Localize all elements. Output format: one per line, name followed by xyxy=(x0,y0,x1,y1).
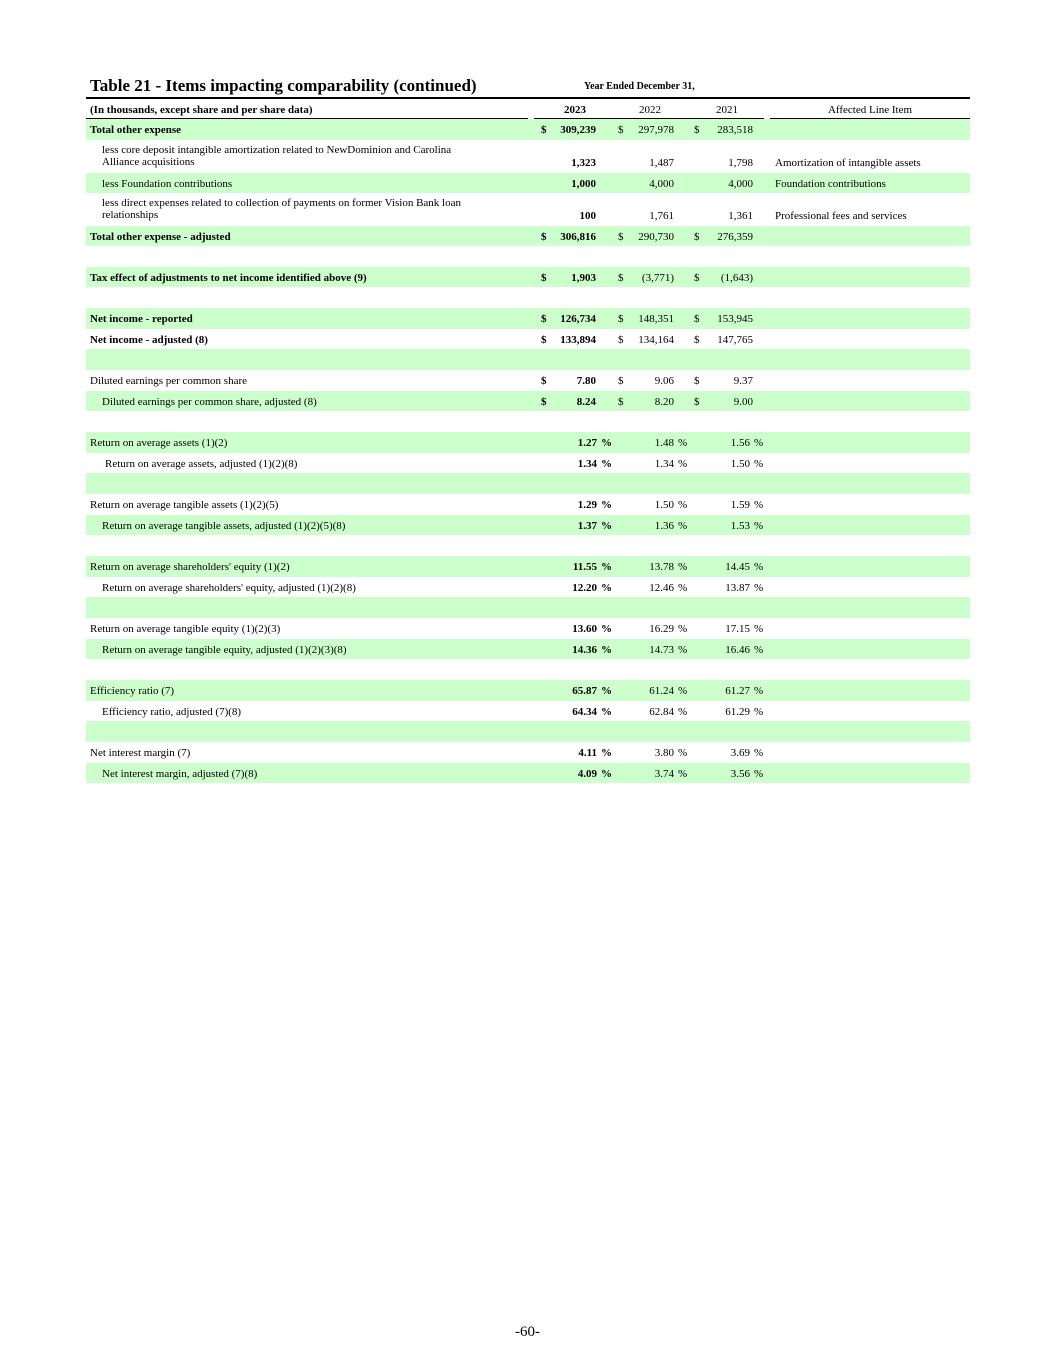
value-2021: 276,359 xyxy=(717,231,753,243)
currency-2023: $ xyxy=(541,375,547,387)
percent-2023: % xyxy=(601,768,612,780)
value-2022: 148,351 xyxy=(638,313,674,325)
percent-2023: % xyxy=(601,582,612,594)
percent-2021: % xyxy=(754,499,764,511)
percent-2021: % xyxy=(754,520,764,532)
percent-2022: % xyxy=(678,747,688,759)
value-2022: 1.48 xyxy=(654,437,674,449)
value-2022: 297,978 xyxy=(638,124,674,136)
value-2023: 1,903 xyxy=(571,272,596,284)
percent-2023: % xyxy=(601,747,612,759)
table-row xyxy=(86,742,970,763)
value-2022: 1,761 xyxy=(649,210,674,222)
value-2022: 14.73 xyxy=(649,644,674,656)
row-label: less Foundation contributions xyxy=(102,178,233,190)
value-2022: 3.80 xyxy=(654,747,674,759)
currency-2022: $ xyxy=(618,375,624,387)
percent-2023: % xyxy=(601,458,612,470)
percent-2021: % xyxy=(754,768,764,780)
value-2022: 4,000 xyxy=(649,178,674,190)
row-label: Diluted earnings per common share xyxy=(90,375,248,387)
percent-2022: % xyxy=(678,685,688,697)
currency-2023: $ xyxy=(541,313,547,325)
value-2021: 1,361 xyxy=(728,210,753,222)
spacer-row xyxy=(86,721,970,742)
value-2022: 3.74 xyxy=(654,768,674,780)
percent-2021: % xyxy=(754,747,764,759)
currency-2023: $ xyxy=(541,272,547,284)
spacer-row xyxy=(86,535,970,556)
percent-2021: % xyxy=(754,458,764,470)
row-label: Return on average tangible assets, adjusted (1)(2)(5)(8) xyxy=(102,520,346,532)
value-2021: 3.69 xyxy=(730,747,750,759)
currency-2021: $ xyxy=(694,334,700,346)
currency-2023: $ xyxy=(541,124,547,136)
column-header-label: (In thousands, except share and per share data) xyxy=(90,104,313,116)
percent-2021: % xyxy=(754,623,764,635)
value-2023: 306,816 xyxy=(560,231,596,243)
column-header-2022: 2022 xyxy=(639,104,661,116)
row-label: less core deposit intangible amortization related to NewDominion and Carolina xyxy=(102,144,452,156)
header-rule-top xyxy=(86,97,970,99)
currency-2022: $ xyxy=(618,124,624,136)
value-2021: 1.59 xyxy=(730,499,750,511)
value-2021: 61.29 xyxy=(725,706,750,718)
row-label: Return on average tangible assets (1)(2)(5) xyxy=(90,499,279,511)
row-label: Efficiency ratio, adjusted (7)(8) xyxy=(102,706,242,718)
percent-2023: % xyxy=(601,437,612,449)
value-2022: 1.36 xyxy=(654,520,674,532)
currency-2021: $ xyxy=(694,396,700,408)
value-2021: 1.50 xyxy=(730,458,750,470)
value-2023: 12.20 xyxy=(572,582,597,594)
percent-2021: % xyxy=(754,644,764,656)
percent-2021: % xyxy=(754,437,764,449)
percent-2021: % xyxy=(754,685,764,697)
column-header-2023: 2023 xyxy=(564,104,586,116)
currency-2023: $ xyxy=(541,396,547,408)
percent-2023: % xyxy=(601,644,612,656)
row-label: Return on average tangible equity (1)(2)(3) xyxy=(90,623,281,635)
value-2023: 13.60 xyxy=(572,623,597,635)
percent-2022: % xyxy=(678,561,688,573)
spacer-row xyxy=(86,349,970,370)
currency-2021: $ xyxy=(694,272,700,284)
percent-2022: % xyxy=(678,458,688,470)
row-label: Diluted earnings per common share, adjusted (8) xyxy=(102,396,317,408)
percent-2022: % xyxy=(678,582,688,594)
value-2022: 61.24 xyxy=(649,685,674,697)
row-label: Return on average tangible equity, adjusted (1)(2)(3)(8) xyxy=(102,644,347,656)
spacer-row xyxy=(86,246,970,267)
value-2023: 1,000 xyxy=(571,178,596,190)
percent-2023: % xyxy=(601,561,612,573)
row-label: Net interest margin, adjusted (7)(8) xyxy=(102,768,258,780)
value-2023: 14.36 xyxy=(572,644,597,656)
table-row xyxy=(86,308,970,329)
row-label: Return on average assets (1)(2) xyxy=(90,437,228,449)
value-2022: 8.20 xyxy=(654,396,674,408)
value-2021: (1,643) xyxy=(720,272,753,284)
value-2023: 1.27 xyxy=(577,437,597,449)
percent-2023: % xyxy=(601,499,612,511)
percent-2023: % xyxy=(601,623,612,635)
percent-2021: % xyxy=(754,582,764,594)
value-2021: 1,798 xyxy=(728,157,753,169)
spacer-row xyxy=(86,659,970,680)
value-2023: 11.55 xyxy=(572,561,597,573)
value-2022: 134,164 xyxy=(638,334,674,346)
percent-2022: % xyxy=(678,623,688,635)
year-header: Year Ended December 31, xyxy=(584,81,695,92)
spacer-row xyxy=(86,287,970,308)
percent-2022: % xyxy=(678,706,688,718)
spacer-row xyxy=(86,411,970,432)
row-label: Return on average shareholders' equity, adjusted (1)(2)(8) xyxy=(102,582,356,594)
percent-2023: % xyxy=(601,520,612,532)
currency-2021: $ xyxy=(694,375,700,387)
row-label-continued: relationships xyxy=(102,209,159,221)
value-2023: 4.09 xyxy=(577,768,597,780)
value-2022: 1.34 xyxy=(654,458,674,470)
value-2023: 1.34 xyxy=(577,458,597,470)
value-2021: 1.53 xyxy=(730,520,750,532)
currency-2022: $ xyxy=(618,334,624,346)
value-2021: 13.87 xyxy=(725,582,750,594)
value-2023: 133,894 xyxy=(560,334,596,346)
value-2021: 147,765 xyxy=(717,334,753,346)
currency-2022: $ xyxy=(618,272,624,284)
row-label: Total other expense - adjusted xyxy=(90,231,231,243)
value-2022: 16.29 xyxy=(649,623,674,635)
value-2021: 153,945 xyxy=(717,313,753,325)
row-label: Tax effect of adjustments to net income identified above (9) xyxy=(90,272,367,284)
table-row xyxy=(86,329,970,349)
value-2023: 309,239 xyxy=(560,124,596,136)
page-number: -60- xyxy=(515,1324,540,1340)
affected-line-item: Amortization of intangible assets xyxy=(775,157,921,169)
value-2023: 7.80 xyxy=(576,375,596,387)
value-2022: 13.78 xyxy=(649,561,674,573)
percent-2023: % xyxy=(601,685,612,697)
row-label: less direct expenses related to collection of payments on former Vision Bank loan xyxy=(102,197,461,209)
table-title: Table 21 - Items impacting comparability (continued) xyxy=(90,76,477,95)
percent-2021: % xyxy=(754,706,764,718)
value-2023: 4.11 xyxy=(578,747,597,759)
value-2023: 1.29 xyxy=(577,499,597,511)
currency-2021: $ xyxy=(694,313,700,325)
value-2021: 16.46 xyxy=(725,644,750,656)
value-2021: 9.00 xyxy=(733,396,753,408)
currency-2023: $ xyxy=(541,334,547,346)
value-2023: 1.37 xyxy=(577,520,597,532)
column-header-affected: Affected Line Item xyxy=(827,104,913,116)
currency-2023: $ xyxy=(541,231,547,243)
value-2023: 100 xyxy=(579,210,596,222)
currency-2022: $ xyxy=(618,396,624,408)
value-2022: 1,487 xyxy=(649,157,674,169)
row-label: Net interest margin (7) xyxy=(90,747,191,759)
row-label: Return on average assets, adjusted (1)(2)(8) xyxy=(105,458,298,470)
row-label: Total other expense xyxy=(90,124,182,136)
value-2021: 1.56 xyxy=(730,437,750,449)
row-label: Net income - reported xyxy=(90,313,193,325)
value-2022: 12.46 xyxy=(649,582,674,594)
row-label: Return on average shareholders' equity (1)(2) xyxy=(90,561,290,573)
percent-2022: % xyxy=(678,520,688,532)
value-2021: 14.45 xyxy=(725,561,750,573)
value-2021: 3.56 xyxy=(730,768,750,780)
value-2022: 1.50 xyxy=(654,499,674,511)
currency-2022: $ xyxy=(618,231,624,243)
value-2023: 126,734 xyxy=(560,313,596,325)
value-2021: 4,000 xyxy=(728,178,753,190)
percent-2021: % xyxy=(754,561,764,573)
value-2023: 1,323 xyxy=(571,157,596,169)
value-2021: 283,518 xyxy=(717,124,753,136)
value-2022: (3,771) xyxy=(641,272,674,284)
percent-2022: % xyxy=(678,437,688,449)
spacer-row xyxy=(86,473,970,494)
row-label: Net income - adjusted (8) xyxy=(90,334,208,346)
percent-2023: % xyxy=(601,706,612,718)
spacer-row xyxy=(86,597,970,618)
value-2023: 8.24 xyxy=(576,396,596,408)
column-header-2021: 2021 xyxy=(716,104,738,116)
currency-2022: $ xyxy=(618,313,624,325)
table-row xyxy=(86,680,970,701)
value-2022: 9.06 xyxy=(654,375,674,387)
percent-2022: % xyxy=(678,768,688,780)
affected-line-item: Foundation contributions xyxy=(775,178,886,190)
row-label-continued: Alliance acquisitions xyxy=(102,156,195,168)
value-2021: 61.27 xyxy=(725,685,750,697)
value-2023: 64.34 xyxy=(572,706,597,718)
currency-2021: $ xyxy=(694,124,700,136)
affected-line-item: Professional fees and services xyxy=(775,210,907,222)
percent-2022: % xyxy=(678,499,688,511)
value-2022: 62.84 xyxy=(649,706,674,718)
value-2021: 17.15 xyxy=(725,623,750,635)
value-2022: 290,730 xyxy=(638,231,674,243)
value-2023: 65.87 xyxy=(572,685,597,697)
value-2021: 9.37 xyxy=(733,375,753,387)
row-label: Efficiency ratio (7) xyxy=(90,685,175,697)
currency-2021: $ xyxy=(694,231,700,243)
percent-2022: % xyxy=(678,644,688,656)
table-row xyxy=(86,119,970,140)
